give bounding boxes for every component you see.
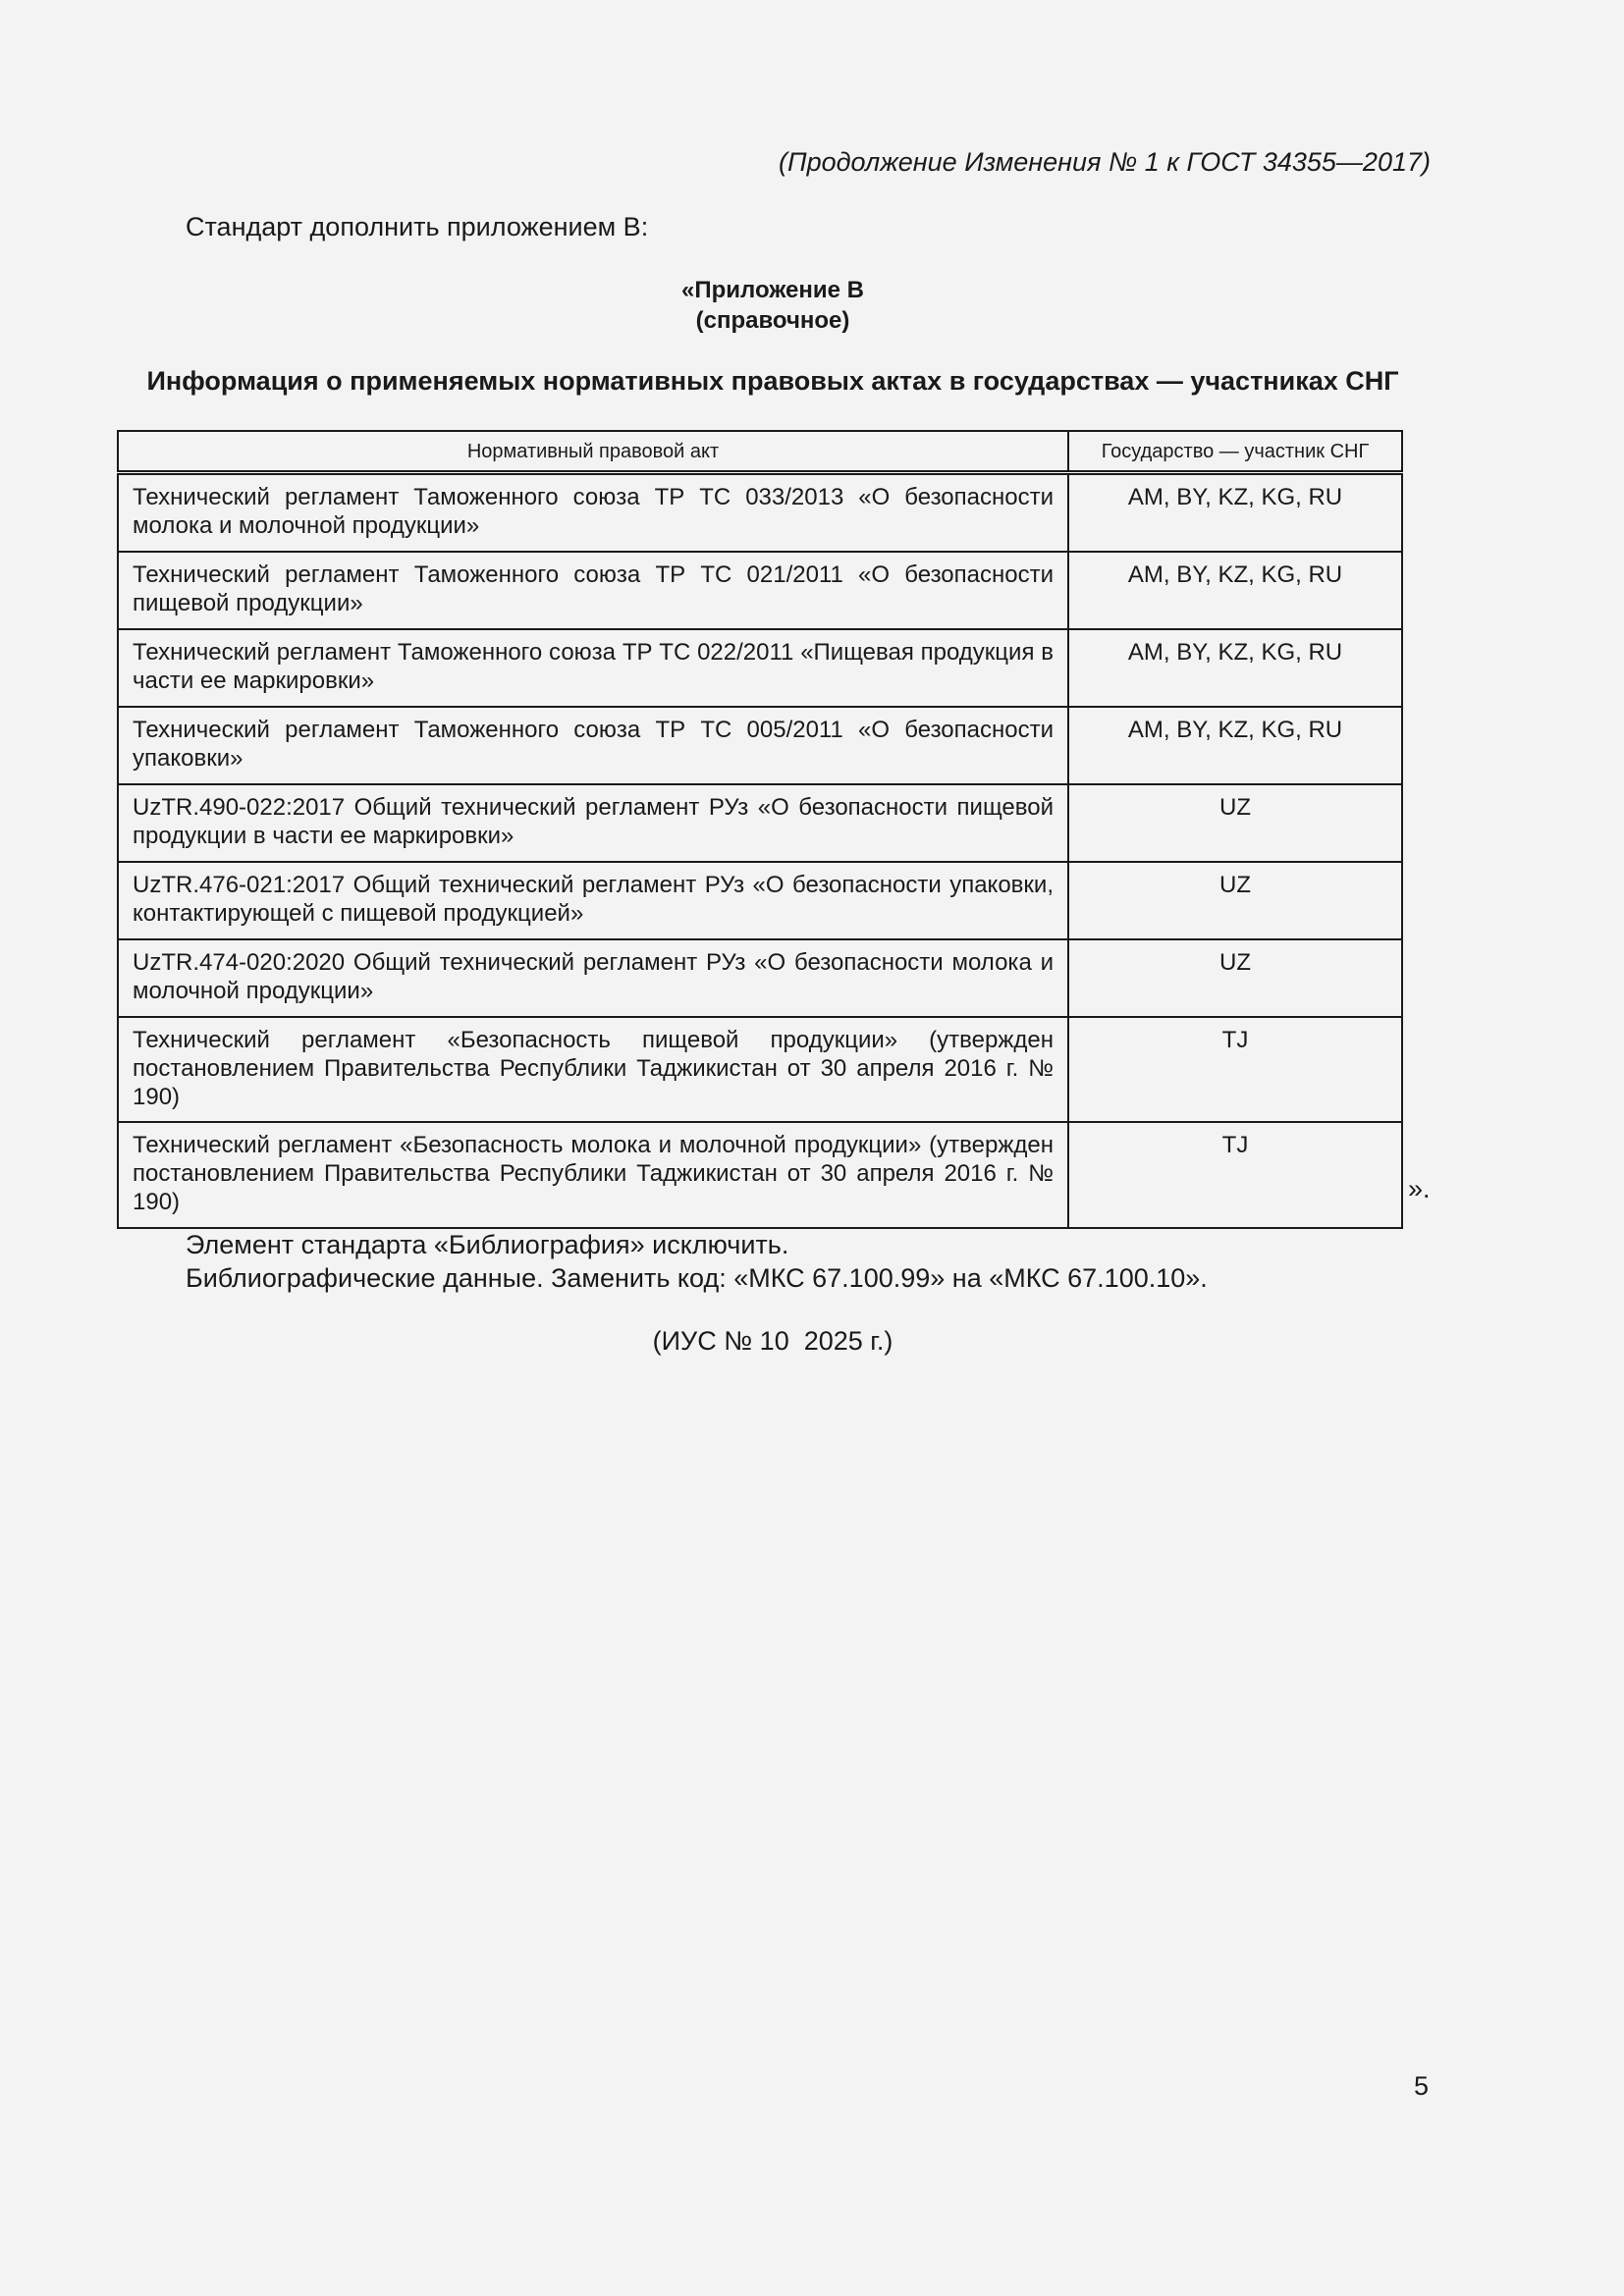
table-row [118, 1122, 1402, 1228]
table-row [118, 939, 1402, 1017]
table-row [118, 862, 1402, 939]
act-cell: UzTR.490-022:2017 Общий технический регламент РУз «О безопасности пищевой продукции в части ее маркировки» [118, 784, 1068, 862]
state-cell: AM, BY, KZ, KG, RU [1068, 707, 1402, 784]
state-cell: UZ [1068, 862, 1402, 939]
bibliography-removal-text: Элемент стандарта «Библиография» исключить. [186, 1230, 789, 1259]
table-row [118, 629, 1402, 707]
table-row [118, 784, 1402, 862]
act-cell: Технический регламент «Безопасность пищевой продукции» (утвержден постановлением Правительства Республики Таджикистан от 30 апреля 2016 г. № 190) [118, 1017, 1068, 1122]
state-cell: AM, BY, KZ, KG, RU [1068, 629, 1402, 707]
table-row [118, 472, 1402, 552]
table-header-row [118, 431, 1402, 472]
regulations-table [117, 430, 1403, 1229]
annex-title-line2: (справочное) [695, 307, 850, 334]
annex-title [0, 275, 1545, 336]
annex-heading: Информация о применяемых нормативных правовых актах в государствах — участниках СНГ [146, 366, 1399, 396]
state-cell: TJ [1068, 1017, 1402, 1122]
annex-title-line1: «Приложение В [681, 277, 864, 303]
ius-reference: (ИУС № 10 2025 г.) [652, 1326, 893, 1356]
bibliographic-data-text: Библиографические данные. Заменить код: «МКС 67.100.99» на «МКС 67.100.10». [186, 1263, 1208, 1293]
state-cell: TJ [1068, 1122, 1402, 1228]
act-cell: Технический регламент «Безопасность молока и молочной продукции» (утвержден постановлением Правительства Республики Таджикистан от 30 апреля 2016 г. № 190) [118, 1122, 1068, 1228]
table-row [118, 1017, 1402, 1122]
continuation-note: (Продолжение Изменения № 1 к ГОСТ 34355—2017) [779, 147, 1431, 177]
table-row [118, 707, 1402, 784]
act-cell: UzTR.474-020:2020 Общий технический регламент РУз «О безопасности молока и молочной продукции» [118, 939, 1068, 1017]
state-cell: AM, BY, KZ, KG, RU [1068, 552, 1402, 629]
page-number: 5 [1414, 2071, 1430, 2101]
table-row [118, 552, 1402, 629]
act-cell: Технический регламент Таможенного союза ТР ТС 005/2011 «О безопасности упаковки» [118, 707, 1068, 784]
regulations-table-wrapper [117, 430, 1401, 1229]
header-act: Нормативный правовой акт [118, 431, 1068, 472]
act-cell: Технический регламент Таможенного союза ТР ТС 022/2011 «Пищевая продукция в части ее маркировки» [118, 629, 1068, 707]
state-cell: UZ [1068, 784, 1402, 862]
act-cell: Технический регламент Таможенного союза ТР ТС 033/2013 «О безопасности молока и молочной продукции» [118, 472, 1068, 552]
state-cell: AM, BY, KZ, KG, RU [1068, 472, 1402, 552]
act-cell: UzTR.476-021:2017 Общий технический регламент РУз «О безопасности упаковки, контактирующей с пищевой продукцией» [118, 862, 1068, 939]
act-cell: Технический регламент Таможенного союза ТР ТС 021/2011 «О безопасности пищевой продукции» [118, 552, 1068, 629]
closing-quote: ». [1408, 1174, 1431, 1203]
intro-text: Стандарт дополнить приложением В: [186, 212, 649, 241]
state-cell: UZ [1068, 939, 1402, 1017]
header-state: Государство — участник СНГ [1068, 431, 1402, 472]
